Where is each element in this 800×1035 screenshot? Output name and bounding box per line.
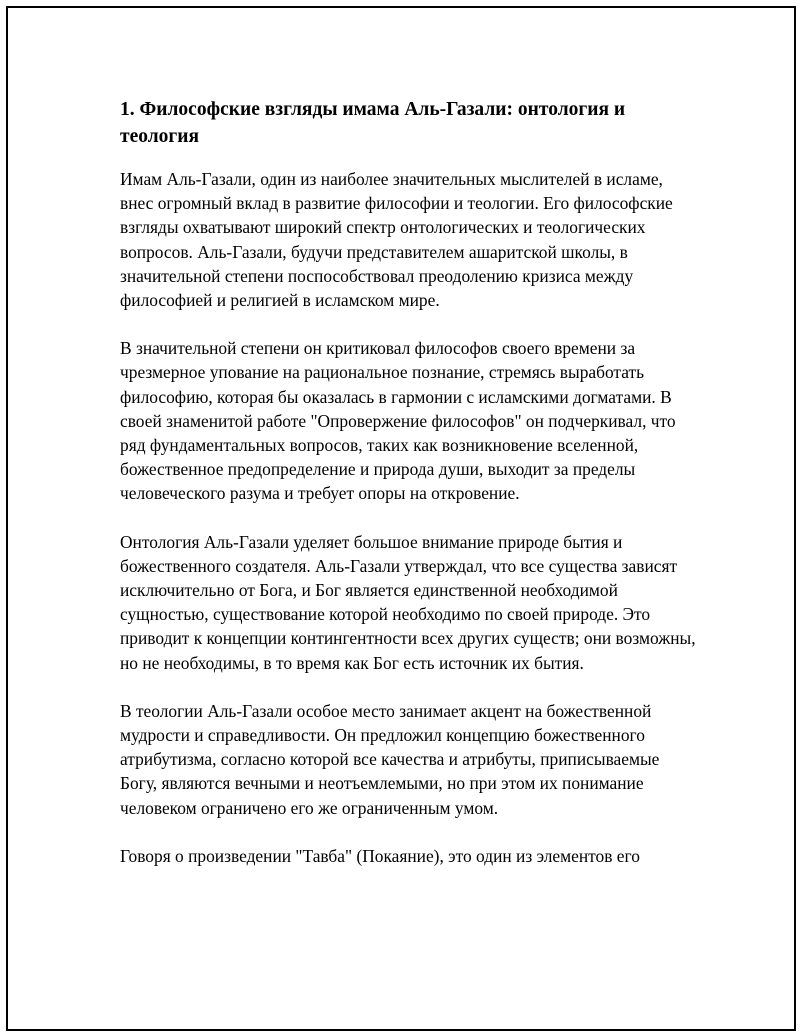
paragraph-theology: В теологии Аль-Газали особое место занимает акцент на божественной мудрости и справедливости. Он предложил концепцию божественного атрибутизма, согласно которой все качества и атрибуты, приписываемые Богу, являются вечными и неотъемлемыми, но при этом их понимание человеком ограничено его же ограниченным умом. — [120, 700, 660, 818]
paragraph-tawba: Говоря о произведении "Тавба" (Покаяние), это один из элементов его — [120, 845, 640, 866]
document-page — [6, 6, 796, 1031]
document-content — [120, 96, 700, 892]
paragraph-critique: В значительной степени он критиковал философов своего времени за чрезмерное упование на рациональное познание, стремясь выработать философию, которая бы оказалась в гармонии с исламскими догматами. В своей знаменитой работе "Опровержение философов" он подчеркивал, что ряд фундаментальных вопросов, таких как возникновение вселенной, божественное предопределение и природа души, выходит за пределы человеческого разума и требует опоры на откровение. — [120, 338, 676, 504]
section-heading: 1. Философские взгляды имама Аль-Газали: онтология и теология — [120, 99, 626, 147]
paragraph-ontology: Онтология Аль-Газали уделяет большое внимание природе бытия и божественного создателя. Аль-Газали утверждал, что все существа зависят исключительно от Бога, и Бог является единственной необходимой сущностью, существование которой необходимо по своей природе. Это приводит к концепции контингентности всех других существ; они возможны, но не необходимы, в то время как Бог есть источник их бытия. — [120, 531, 696, 673]
paragraph-intro: Имам Аль-Газали, один из наиболее значительных мыслителей в исламе, внес огромный вклад в развитие философии и теологии. Его философские взгляды охватывают широкий спектр онтологических и теологических вопросов. Аль-Газали, будучи представителем ашаритской школы, в значительной степени поспособствовал преодолению кризиса между философией и религией в исламском мире. — [120, 169, 673, 311]
